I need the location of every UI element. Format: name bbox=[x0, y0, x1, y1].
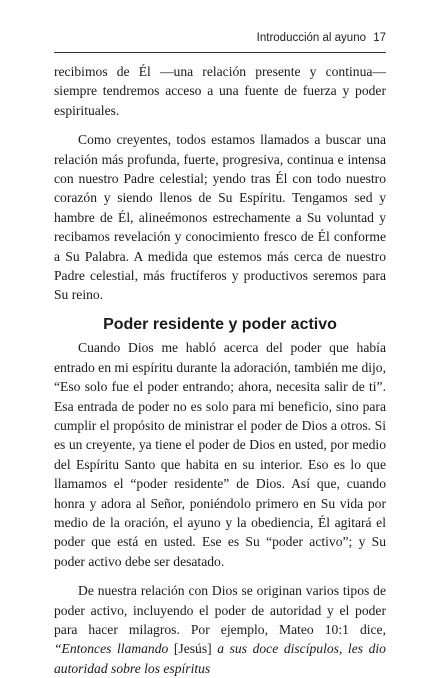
running-title: Introducción al ayuno bbox=[256, 32, 366, 44]
header-rule bbox=[54, 52, 386, 53]
paragraph: Como creyentes, todos estamos llamados a buscar una relación más profunda, fuerte, progresiva, continua e intensa con nuestro Padre celestial; yendo tras Él con todo nuestro corazón y siendo llenos de Su Espíritu. Tengamos sed y hambre de Él, alineémonos estrechamente a Su voluntad y recibamos revelación y conocimiento fresco de Él conforme a Su Palabra. A medida que estemos más cerca de nuestro Padre celestial, más fructíferos y productivos seremos para Su reino. bbox=[54, 132, 386, 303]
paragraph-continuation: recibimos de Él —una relación presente y continua— siempre tendremos acceso a una fuente de fuerza y poder espirituales. bbox=[54, 64, 386, 118]
paragraph: Cuando Dios me habló acerca del poder que había entrado en mi espíritu durante la adoración, también me dijo, “Eso solo fue el poder entrando; ahora, necesita salir de ti”. Esa entrada de poder no es solo para mi beneficio, sino para cumplir el propósito de ministrar el poder de Dios a otros. Si es un creyente, ya tiene el poder de Dios en usted, por medio del Espíritu Santo que habita en su interior. Eso es lo que llamamos el “poder residente” de Dios. Así que, cuando honra y adora al Señor, poniéndolo primero en Su vida por medio de la oración, el ayuno y la obediencia, Él agitará el poder que está en usted. Ese es Su “poder activo”; y Su poder activo debe ser desatado. bbox=[54, 340, 386, 569]
paragraph-text: De nuestra relación con Dios se originan varios tipos de poder activo, incluyendo el poder de autoridad y el poder para hacer milagros. Por ejemplo, Mateo 10:1 dice, bbox=[54, 583, 386, 637]
running-header bbox=[257, 32, 386, 44]
paragraph bbox=[54, 581, 386, 678]
page-body bbox=[54, 62, 386, 678]
page-number: 17 bbox=[373, 32, 386, 44]
section-heading: Poder residente y poder activo bbox=[103, 315, 337, 333]
scripture-quote: “Entonces llamando bbox=[54, 641, 169, 657]
scripture-quote: a sus doce discípulos, les dio autoridad sobre los espíritus bbox=[54, 641, 386, 676]
bracket-insert: [Jesús] bbox=[168, 641, 218, 657]
